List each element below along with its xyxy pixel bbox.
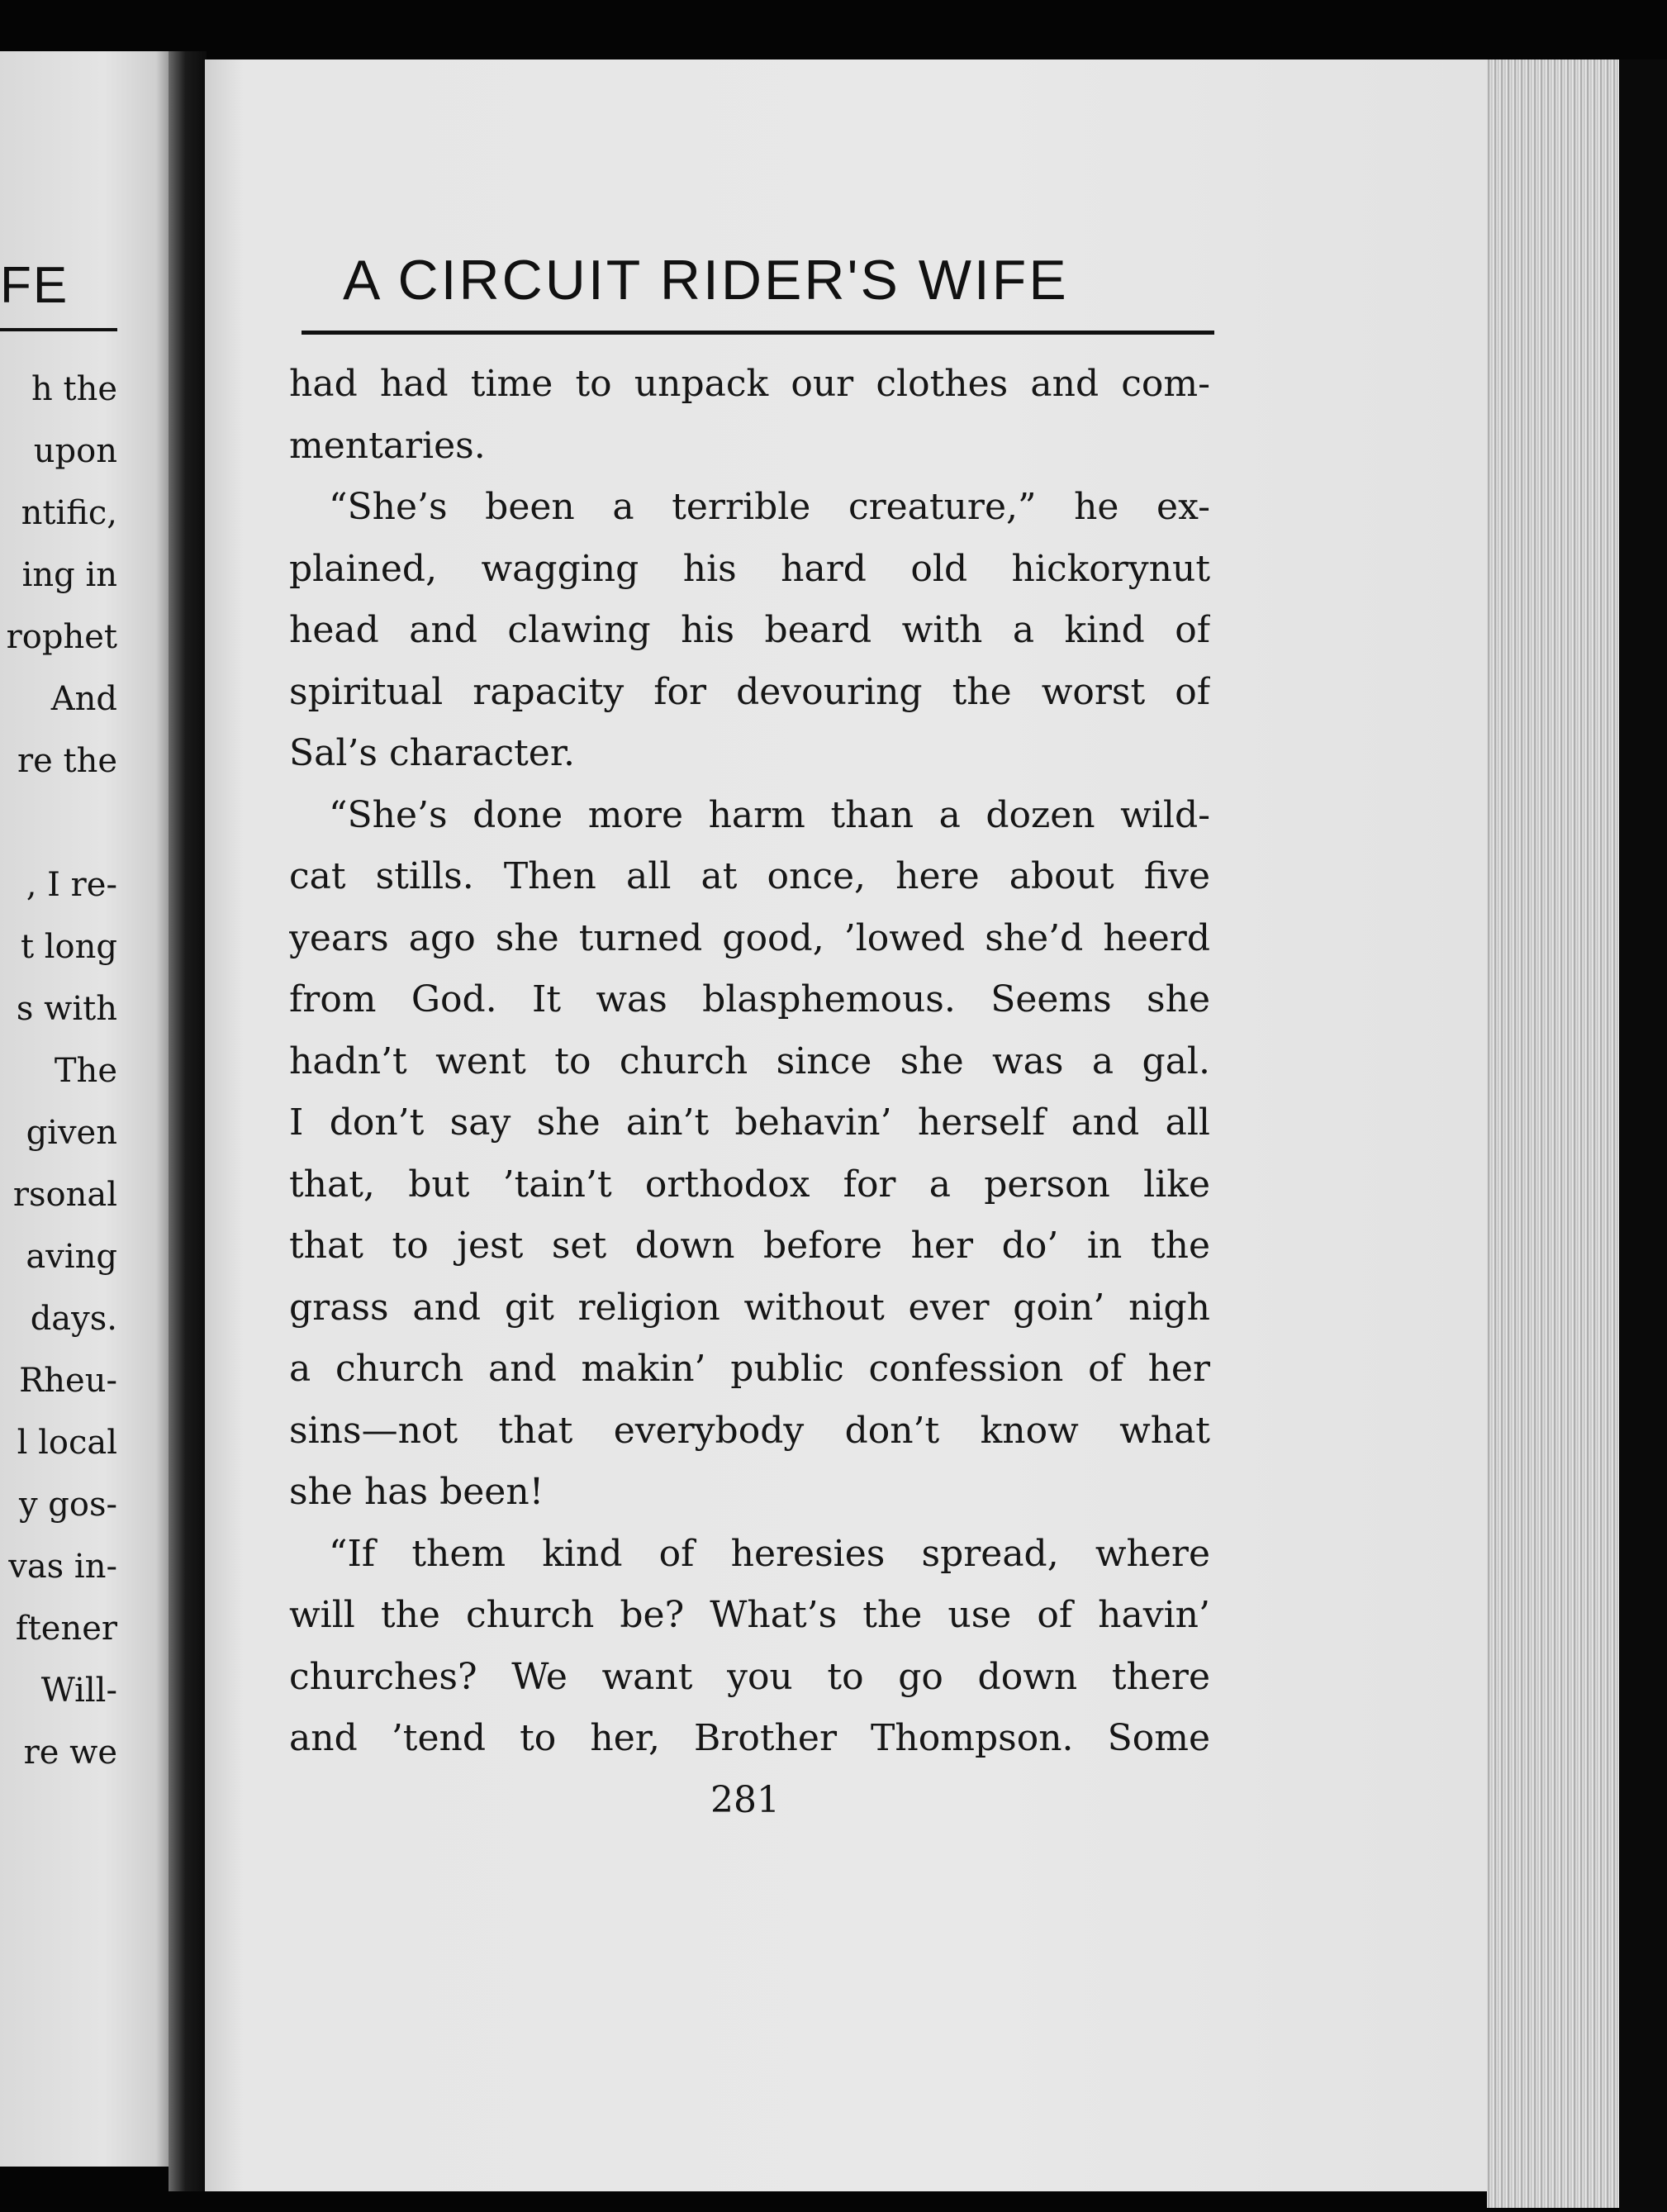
left-line: given bbox=[26, 1114, 117, 1152]
left-line: aving bbox=[26, 1238, 117, 1276]
scan-border bbox=[1619, 59, 1667, 2212]
left-line: The bbox=[54, 1052, 117, 1090]
left-line: days. bbox=[30, 1300, 117, 1338]
text-line: plained, wagging his hard old hickorynut bbox=[289, 547, 1210, 590]
text-line: she has been! bbox=[289, 1471, 544, 1513]
text-line: head and clawing his beard with a kind of bbox=[289, 609, 1210, 651]
text-line: cat stills. Then all at once, here about five bbox=[289, 855, 1210, 897]
left-line: Rheu- bbox=[19, 1362, 117, 1400]
left-line: l local bbox=[17, 1424, 117, 1462]
text-line: from God. It was blasphemous. Seems she bbox=[289, 978, 1210, 1020]
page-number: 281 bbox=[710, 1779, 780, 1821]
text-line: “If them kind of heresies spread, where bbox=[329, 1532, 1210, 1575]
text-line: and ’tend to her, Brother Thompson. Some bbox=[289, 1717, 1210, 1759]
left-line: Will- bbox=[40, 1672, 117, 1710]
left-line: rophet bbox=[6, 618, 117, 656]
body-text bbox=[289, 354, 1210, 1770]
text-line: years ago she turned good, ’lowed she’d heerd bbox=[289, 916, 1210, 959]
text-line: hadn’t went to church since she was a gal. bbox=[289, 1039, 1210, 1082]
left-line: upon bbox=[33, 432, 117, 470]
text-line: will the church be? What’s the use of havin’ bbox=[289, 1594, 1210, 1636]
left-line: s with bbox=[16, 990, 117, 1028]
text-line: spiritual rapacity for devouring the worst of bbox=[289, 670, 1210, 713]
left-line: t long bbox=[20, 928, 117, 966]
left-line: re we bbox=[23, 1734, 117, 1772]
running-head: A CIRCUIT RIDER'S WIFE bbox=[343, 249, 1069, 312]
text-line: that to jest set down before her do’ in the bbox=[289, 1225, 1210, 1267]
left-line: rsonal bbox=[12, 1176, 117, 1214]
left-page-text bbox=[7, 359, 117, 1784]
text-line: churches? We want you to go down there bbox=[289, 1655, 1210, 1698]
text-line: grass and git religion without ever goin’ nigh bbox=[289, 1286, 1210, 1329]
text-line: had had time to unpack our clothes and com- bbox=[289, 363, 1210, 405]
running-head-rule bbox=[302, 331, 1214, 335]
left-header-rule bbox=[0, 328, 117, 331]
left-line: ftener bbox=[15, 1610, 117, 1648]
left-line: ntific, bbox=[21, 494, 117, 532]
left-line: vas in- bbox=[8, 1548, 117, 1586]
left-line: And bbox=[50, 680, 117, 718]
text-line: that, but ’tain’t orthodox for a person like bbox=[289, 1163, 1210, 1206]
left-facing-page bbox=[0, 51, 173, 2167]
text-line: sins—not that everybody don’t know what bbox=[289, 1409, 1210, 1452]
text-line: I don’t say she ain’t behavin’ herself and all bbox=[289, 1101, 1210, 1144]
left-line: y gos- bbox=[18, 1486, 117, 1524]
text-line: a church and makin’ public confession of her bbox=[289, 1348, 1210, 1390]
book-gutter bbox=[169, 51, 207, 2191]
text-line: mentaries. bbox=[289, 424, 486, 467]
left-line: h the bbox=[31, 370, 117, 408]
left-line: , I re- bbox=[26, 866, 117, 904]
left-running-head-fragment: FE bbox=[0, 257, 69, 314]
page-fore-edge bbox=[1487, 59, 1627, 2208]
left-line: ing in bbox=[21, 556, 117, 594]
left-line bbox=[7, 792, 117, 854]
text-line: “She’s been a terrible creature,” he ex- bbox=[329, 486, 1210, 528]
text-line: “She’s done more harm than a dozen wild- bbox=[329, 793, 1210, 836]
text-line: Sal’s character. bbox=[289, 732, 576, 774]
left-line: re the bbox=[17, 742, 117, 780]
